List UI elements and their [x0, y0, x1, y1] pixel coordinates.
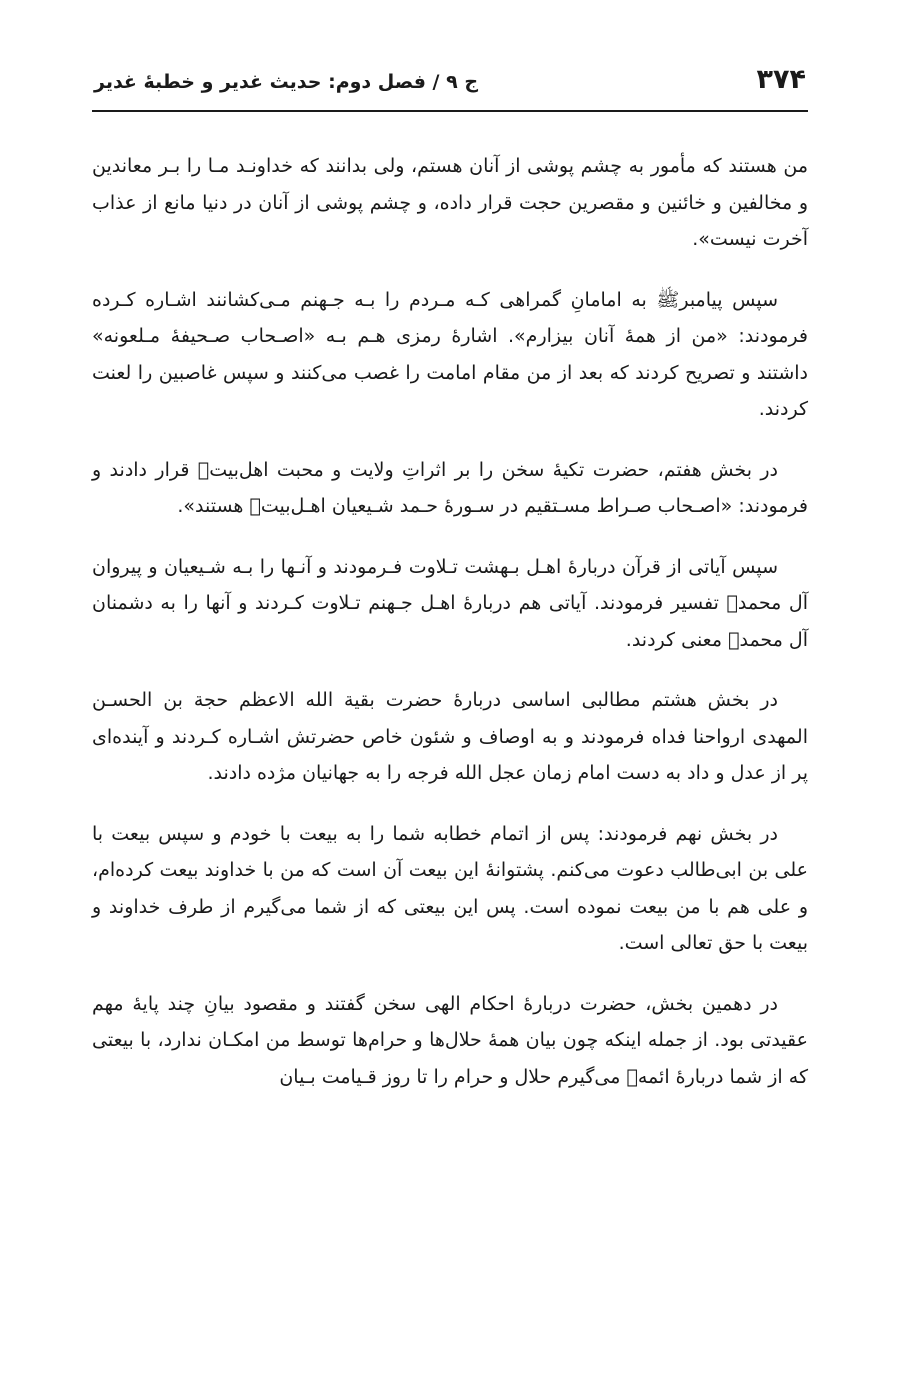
paragraph: در بخش هفتم، حضرت تکیهٔ سخن را بر اثراتِ ولایت و محبت اهل‌بیت‌﷩ قرار دادند و فرمودند: «اصـحاب صـراط مسـتقیم در سـورهٔ حـمد شـیعیان اهـل‌بیت﷩ هستند».	[92, 458, 808, 517]
body-text	[92, 148, 808, 1095]
paragraph: در دهمین بخش، حضرت دربارهٔ احکام الهی سخن گفتند و مقصود بیانِ چند پایهٔ مهم عقیدتی بود. از جمله اینکه چون بیان همهٔ حلال‌ها و حرام‌ها توسط من امکـان ندارد، با بیعتی که از شما دربارهٔ ائمه﷩ می‌گیرم حلال و حرام را تا روز قـیامت بـیان	[92, 992, 808, 1088]
running-header	[92, 60, 808, 112]
paragraph: سپس آیاتی از قرآن دربارهٔ اهـل بـهشت تـلاوت فـرمودند و آنـها را بـه شـیعیان و پیروان آل محمد﷩ تفسیر فرمودند. آیاتی هم دربارهٔ اهـل جـهنم تـلاوت کـردند و آنها را به دشمنان آل محمد﷩ معنی کردند.	[92, 555, 808, 651]
page-number: ۳۷۴	[756, 64, 806, 95]
paragraph: سپس پیامبرﷺ به امامانِ گمراهی کـه مـردم را بـه جـهنم مـی‌کشانند اشـاره کـرده فرمودند: «من از همهٔ آنان بیزارم». اشارهٔ رمزی هـم بـه «اصـحاب صـحیفهٔ مـلعونه» داشتند و تصریح کردند که بعد از من مقام امامت را غصب می‌کنند و سپس غاصبین را لعنت کردند.	[92, 288, 808, 420]
paragraph: در بخش نهم فرمودند: پس از اتمام خطابه شما را به بیعت با خودم و سپس بیعت با علی بن ابی‌طالب دعوت می‌کنم. پشتوانهٔ این بیعت آن است که من با خداوند بیعت کرده‌ام، و علی هم با من بیعت نموده است. پس این بیعتی که از شما می‌گیرم از طرف خداوند و بیعت با حق تعالی است.	[92, 822, 808, 954]
chapter-title: ج ۹ / فصل دوم: حدیث غدیر و خطبهٔ غدیر	[94, 71, 479, 93]
book-page	[92, 60, 808, 1119]
paragraph: در بخش هشتم مطالبی اساسی دربارهٔ حضرت بقیة الله الاعظم حجة بن الحسـن المهدی ارواحنا فداه فرمودند و به اوصاف و شئون خاص حضرتش اشـاره کـردند و آینده‌ای پر از عدل و داد به دست امام زمان عجل الله فرجه را به جهانیان مژده دادند.	[92, 689, 808, 784]
paragraph: من هستند که مأمور به چشم پوشی از آنان هستم، ولی بدانند که خداونـد مـا را بـر معاندین و مخالفین و خائنین و مقصرین حجت قرار داده، و چشم پوشی از آنان در دنیا مانع از عذاب آخرت نیست».	[92, 155, 808, 250]
